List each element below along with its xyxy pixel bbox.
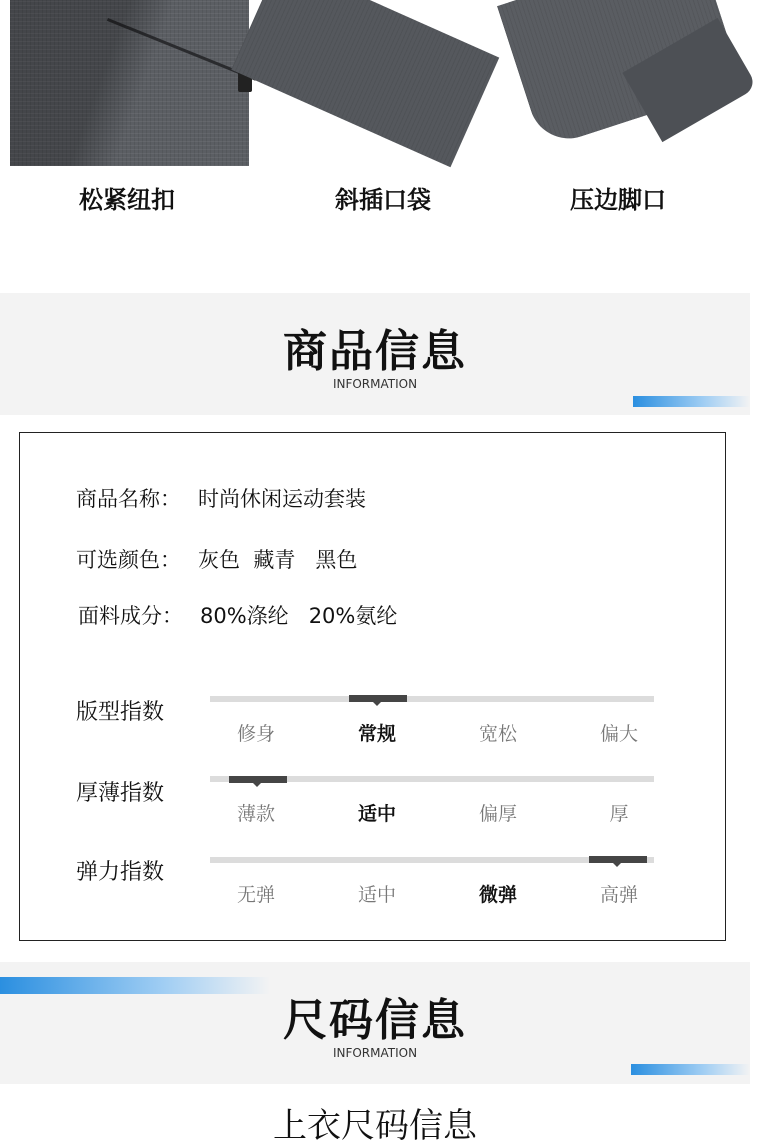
- stretch-option-1: 无弹: [236, 884, 275, 906]
- thickness-option-2: 适中: [357, 803, 396, 825]
- next-heading: 上衣尺码信息: [273, 1106, 477, 1146]
- stretch-option-3: 微弹: [478, 884, 517, 906]
- product-info-box: [19, 432, 726, 941]
- stretch-option-4: 高弹: [599, 884, 638, 906]
- size-section-subtitle: INFORMATION: [332, 1046, 418, 1060]
- stretch-option-2: 适中: [357, 884, 396, 906]
- stretch-index-label: 弹力指数: [76, 860, 165, 885]
- fabric-label: 面料成分：: [78, 604, 183, 628]
- feature-caption-1: 松紧纽扣: [79, 186, 175, 214]
- feature-caption-2: 斜插口袋: [335, 186, 431, 214]
- section-subtitle: INFORMATION: [332, 377, 418, 391]
- section-title: 商品信息: [283, 326, 467, 377]
- fit-option-1: 修身: [236, 723, 275, 745]
- hemmed-cuff-photo: [505, 0, 741, 155]
- color-label: 可选颜色：: [76, 548, 181, 572]
- stretch-index-track: [210, 857, 654, 863]
- fit-option-2: 常规: [357, 723, 396, 745]
- fit-index-track: [210, 696, 654, 702]
- thickness-index-marker: [229, 776, 287, 783]
- color-value: 灰色 藏青 黑色: [198, 548, 358, 572]
- slant-pocket-photo: [270, 0, 494, 125]
- thickness-index-label: 厚薄指数: [76, 781, 165, 806]
- fabric-value: 80%涤纶 20%氨纶: [200, 604, 398, 628]
- thickness-option-4: 厚: [609, 803, 629, 825]
- fit-option-4: 偏大: [599, 723, 638, 745]
- accent-bar: [633, 396, 750, 407]
- accent-bar-right: [631, 1064, 750, 1075]
- stretch-index-marker: [589, 856, 647, 863]
- name-label: 商品名称：: [76, 487, 181, 511]
- fit-index-label: 版型指数: [76, 700, 165, 725]
- elastic-button-photo: [10, 0, 249, 166]
- name-value: 时尚休闲运动套装: [198, 487, 366, 511]
- thickness-option-3: 偏厚: [478, 803, 517, 825]
- thickness-option-1: 薄款: [236, 803, 275, 825]
- size-info-header: [0, 962, 750, 1084]
- size-section-title: 尺码信息: [283, 995, 467, 1046]
- fit-index-marker: [349, 695, 407, 702]
- product-info-header: [0, 293, 750, 415]
- feature-caption-3: 压边脚口: [570, 186, 666, 214]
- fit-option-3: 宽松: [478, 723, 517, 745]
